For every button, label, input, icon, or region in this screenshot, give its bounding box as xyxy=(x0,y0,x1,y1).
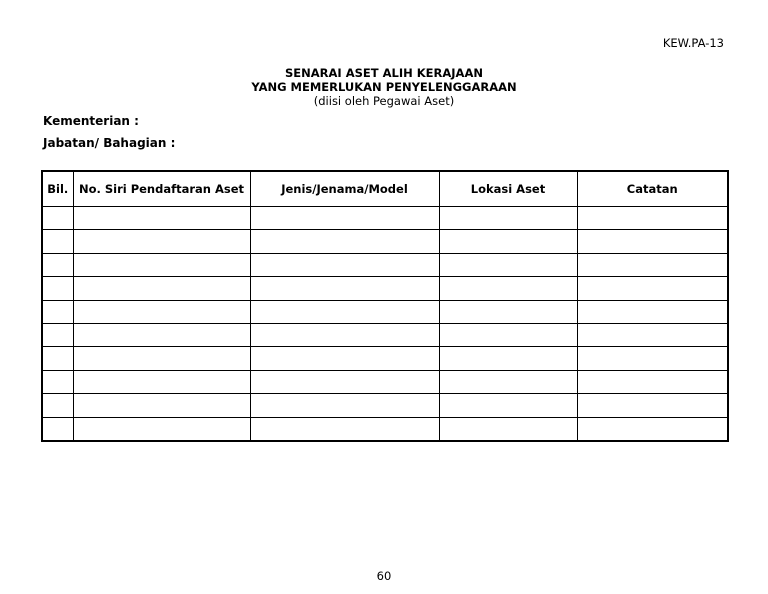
table-cell[interactable] xyxy=(42,370,73,393)
page-number: 60 xyxy=(376,569,392,583)
table-cell[interactable] xyxy=(250,300,439,323)
table-row xyxy=(42,417,728,441)
table-cell[interactable] xyxy=(42,207,73,230)
table-cell[interactable] xyxy=(73,253,250,276)
header-serial-number: No. Siri Pendaftaran Aset xyxy=(73,171,250,207)
table-cell[interactable] xyxy=(73,277,250,300)
title-block xyxy=(0,66,768,109)
table-row xyxy=(42,230,728,253)
department-label: Jabatan/ Bahagian : xyxy=(43,136,176,150)
table-row xyxy=(42,300,728,323)
table-cell[interactable] xyxy=(250,417,439,441)
header-type-brand-model: Jenis/Jenama/Model xyxy=(250,171,439,207)
table-row xyxy=(42,347,728,370)
table-cell[interactable] xyxy=(73,370,250,393)
table-cell[interactable] xyxy=(439,394,577,417)
form-code: KEW.PA-13 xyxy=(662,36,724,50)
header-notes: Catatan xyxy=(577,171,728,207)
table-row xyxy=(42,394,728,417)
table-cell[interactable] xyxy=(439,230,577,253)
table-cell[interactable] xyxy=(42,230,73,253)
table-cell[interactable] xyxy=(73,323,250,346)
table-cell[interactable] xyxy=(439,253,577,276)
table-cell[interactable] xyxy=(42,417,73,441)
table-cell[interactable] xyxy=(250,370,439,393)
table-row xyxy=(42,207,728,230)
table-cell[interactable] xyxy=(42,300,73,323)
asset-table xyxy=(41,170,729,442)
table-cell[interactable] xyxy=(577,394,728,417)
table-cell[interactable] xyxy=(439,323,577,346)
table-cell[interactable] xyxy=(42,253,73,276)
table-cell[interactable] xyxy=(577,370,728,393)
table-cell[interactable] xyxy=(577,277,728,300)
table-cell[interactable] xyxy=(42,323,73,346)
form-title-line-1: SENARAI ASET ALIH KERAJAAN xyxy=(285,66,483,80)
table-cell[interactable] xyxy=(439,300,577,323)
table-cell[interactable] xyxy=(73,230,250,253)
table-cell[interactable] xyxy=(439,347,577,370)
ministry-label: Kementerian : xyxy=(43,114,139,128)
table-cell[interactable] xyxy=(73,394,250,417)
table-cell[interactable] xyxy=(250,323,439,346)
table-cell[interactable] xyxy=(439,277,577,300)
table-cell[interactable] xyxy=(250,347,439,370)
table-row xyxy=(42,277,728,300)
table-cell[interactable] xyxy=(42,277,73,300)
table-row xyxy=(42,253,728,276)
table-body xyxy=(42,207,728,441)
table-header-row xyxy=(42,171,728,207)
table-cell[interactable] xyxy=(577,323,728,346)
table-cell[interactable] xyxy=(73,300,250,323)
table-cell[interactable] xyxy=(42,347,73,370)
table-cell[interactable] xyxy=(439,370,577,393)
table-cell[interactable] xyxy=(73,207,250,230)
table-cell[interactable] xyxy=(250,230,439,253)
header-asset-location: Lokasi Aset xyxy=(439,171,577,207)
table-cell[interactable] xyxy=(73,417,250,441)
table-cell[interactable] xyxy=(250,394,439,417)
table-cell[interactable] xyxy=(73,347,250,370)
table-cell[interactable] xyxy=(250,207,439,230)
form-subtitle: (diisi oleh Pegawai Aset) xyxy=(313,94,455,108)
table-cell[interactable] xyxy=(439,207,577,230)
table-cell[interactable] xyxy=(439,417,577,441)
table-cell[interactable] xyxy=(577,417,728,441)
table-cell[interactable] xyxy=(577,230,728,253)
table-row xyxy=(42,370,728,393)
table-cell[interactable] xyxy=(577,300,728,323)
table-cell[interactable] xyxy=(577,207,728,230)
header-bil: Bil. xyxy=(42,171,73,207)
table-row xyxy=(42,323,728,346)
table-cell[interactable] xyxy=(250,253,439,276)
table-cell[interactable] xyxy=(42,394,73,417)
table-cell[interactable] xyxy=(577,253,728,276)
table-cell[interactable] xyxy=(577,347,728,370)
form-title-line-2: YANG MEMERLUKAN PENYELENGGARAAN xyxy=(251,80,517,94)
table-cell[interactable] xyxy=(250,277,439,300)
